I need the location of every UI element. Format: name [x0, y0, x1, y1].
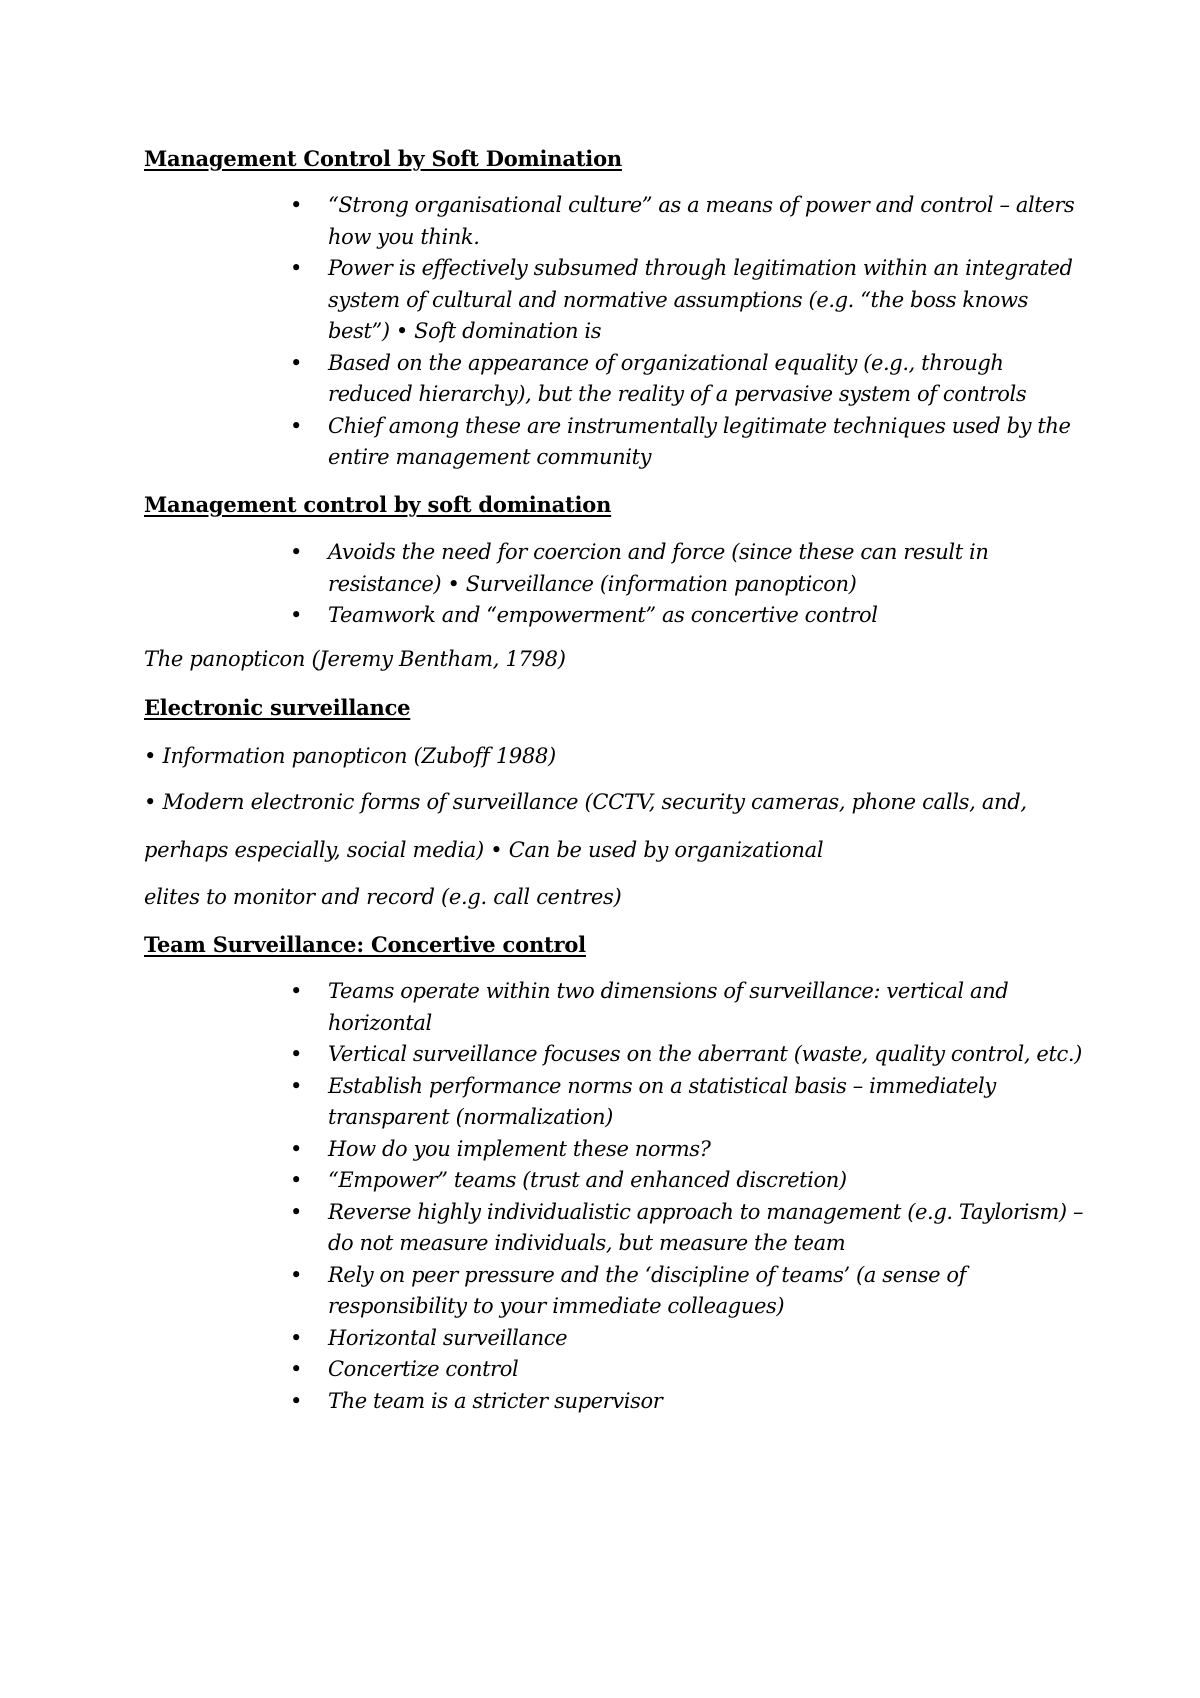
list-item: • Based on the appearance of organizational equality (e.g., through reduced hierarchy), but the reality of a pervasive system of controls: [290, 348, 1090, 411]
list-item: • The team is a stricter supervisor: [290, 1386, 1090, 1418]
section1-heading: Management Control by Soft Domination: [144, 146, 622, 171]
bullet-icon: •: [290, 1168, 302, 1192]
section2-heading: Management control by soft domination: [144, 492, 612, 517]
list-item: • Power is effectively subsumed through legitimation within an integrated system of cultural and normative assumptions (e.g. “the boss knows best”) • Soft domination is: [290, 253, 1090, 348]
list-item: • Reverse highly individualistic approach to management (e.g. Taylorism) – do not measure individuals, but measure the team: [290, 1197, 1090, 1260]
bullet-icon: •: [290, 1042, 302, 1066]
list-item: • Concertize control: [290, 1354, 1090, 1386]
panopticon-line: The panopticon (Jeremy Bentham, 1798): [144, 647, 566, 671]
section3-line: perhaps especially, social media) • Can be used by organizational: [144, 838, 824, 862]
section3-line: elites to monitor and record (e.g. call centres): [144, 885, 622, 909]
section4-heading: Team Surveillance: Concertive control: [144, 932, 586, 957]
list-item: • Vertical surveillance focuses on the aberrant (waste, quality control, etc.): [290, 1039, 1090, 1071]
bullet-icon: •: [290, 1199, 302, 1224]
bullet-icon: •: [290, 1357, 302, 1381]
bullet-icon: •: [290, 413, 302, 438]
list-item: • Establish performance norms on a statistical basis – immediately transparent (normalization): [290, 1071, 1090, 1134]
section3-line: • Information panopticon (Zuboff 1988): [144, 744, 556, 768]
section2-bullet-list: [290, 537, 1090, 632]
section1-bullet-list: [290, 190, 1090, 474]
bullet-icon: •: [290, 193, 302, 217]
section4-bullet-list: [290, 976, 1090, 1417]
bullet-icon: •: [290, 540, 302, 564]
bullet-icon: •: [290, 1388, 302, 1413]
bullet-icon: •: [290, 350, 302, 375]
list-item: • Teams operate within two dimensions of surveillance: vertical and horizontal: [290, 976, 1090, 1039]
list-item: • Teamwork and “empowerment” as concertive control: [290, 600, 1090, 632]
section3-heading: Electronic surveillance: [144, 695, 411, 720]
bullet-icon: •: [290, 1073, 302, 1098]
list-item: • Rely on peer pressure and the ‘discipline of teams’ (a sense of responsibility to your immediate colleagues): [290, 1260, 1090, 1323]
bullet-icon: •: [290, 1262, 302, 1287]
bullet-icon: •: [290, 1136, 302, 1161]
bullet-icon: •: [290, 1325, 302, 1350]
list-item: • “Strong organisational culture” as a means of power and control – alters how you think.: [290, 190, 1090, 253]
list-item: • How do you implement these norms?: [290, 1134, 1090, 1166]
bullet-icon: •: [290, 603, 302, 627]
section3-line: • Modern electronic forms of surveillance (CCTV, security cameras, phone calls, and,: [144, 790, 1027, 814]
list-item: • Chief among these are instrumentally legitimate techniques used by the entire management community: [290, 411, 1090, 474]
bullet-icon: •: [290, 256, 302, 280]
bullet-icon: •: [290, 979, 302, 1003]
list-item: • Horizontal surveillance: [290, 1323, 1090, 1355]
list-item: • “Empower” teams (trust and enhanced discretion): [290, 1165, 1090, 1197]
list-item: • Avoids the need for coercion and force (since these can result in resistance) • Surveillance (information panopticon): [290, 537, 1090, 600]
